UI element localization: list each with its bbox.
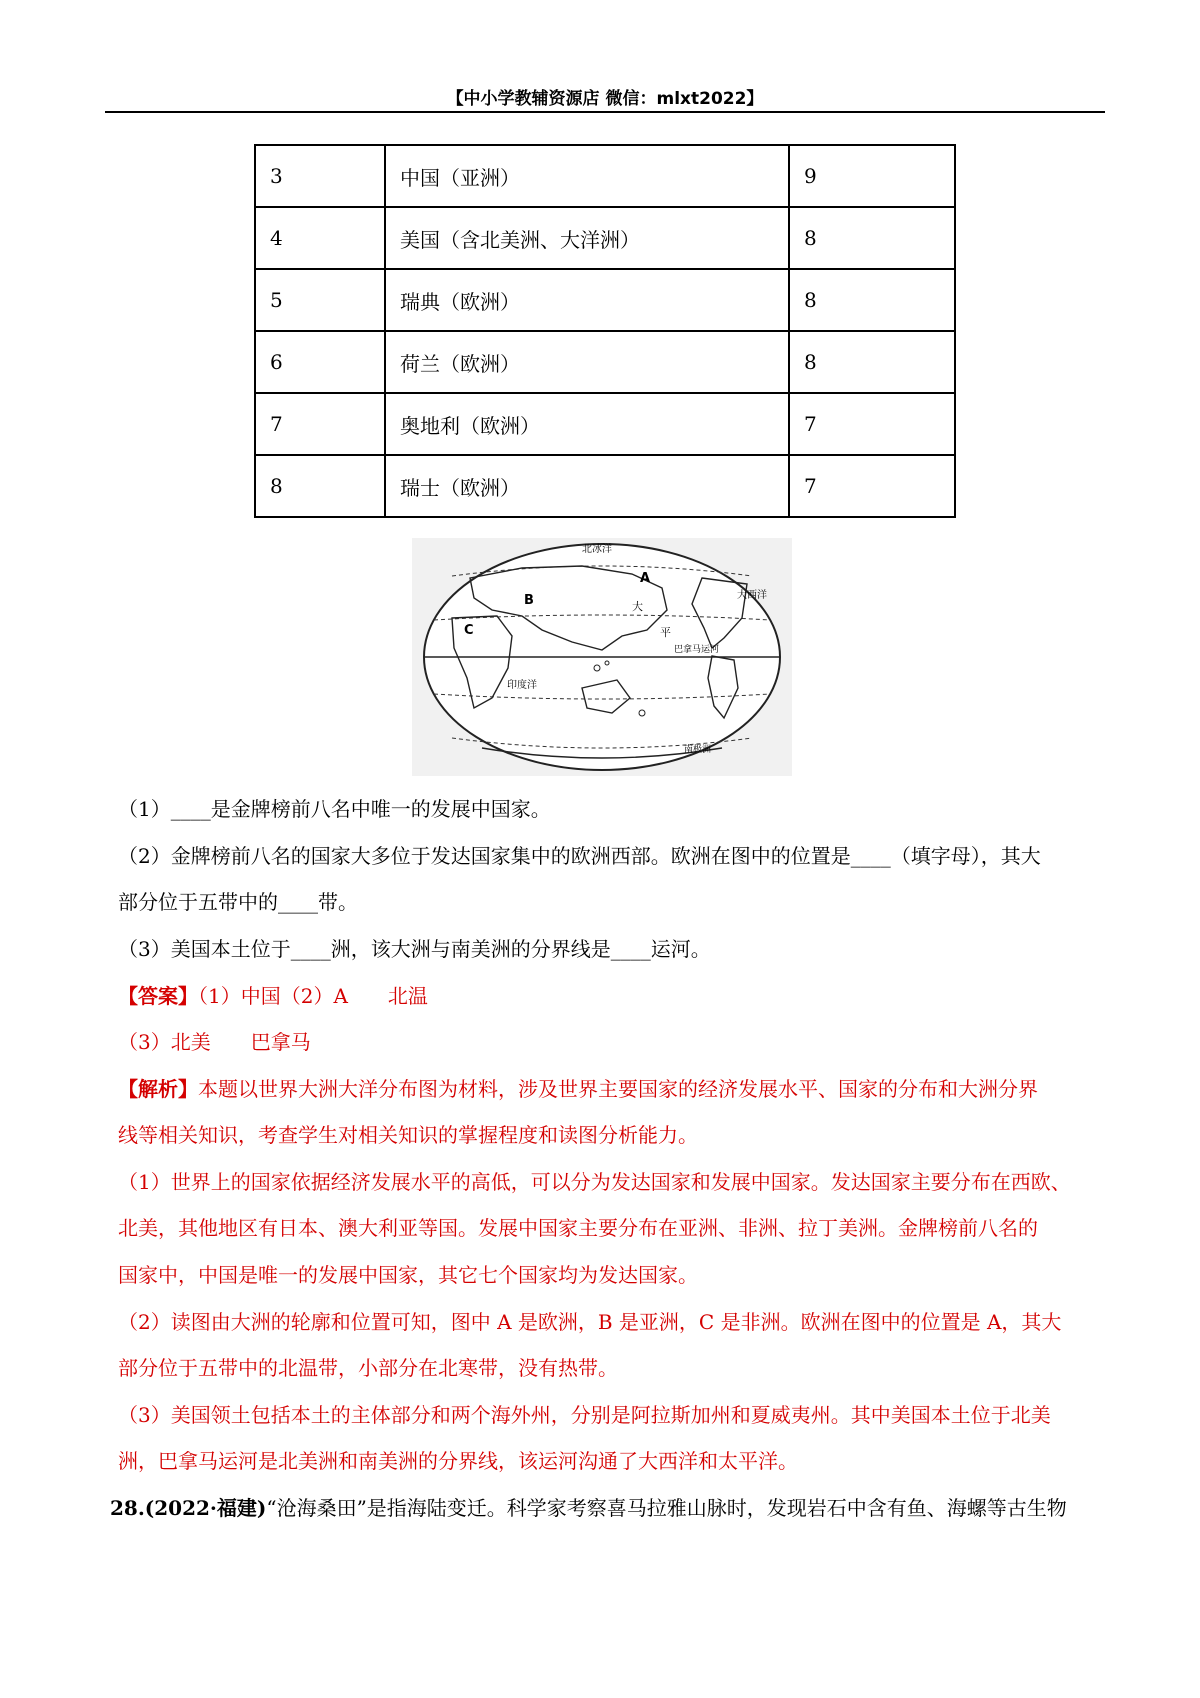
analysis-line <box>118 1074 1098 1104</box>
map-label-panama: 巴拿马运河 <box>674 645 720 655</box>
analysis-line: 国家中，中国是唯一的发展中国家，其它七个国家均为发达国家。 <box>118 1263 698 1287</box>
country-cell: 美国（含北美洲、大洋洲） <box>385 207 789 269</box>
answer-tag: 【答案】 <box>118 984 198 1008</box>
table-row <box>255 331 955 393</box>
rank-cell: 4 <box>255 207 385 269</box>
answer-line-1 <box>118 981 1098 1011</box>
map-label-pacific-2: 平 <box>660 626 671 639</box>
analysis-tag: 【解析】 <box>118 1077 198 1101</box>
page-header: 【中小学教辅资源店 微信：mlxt2022】 <box>446 89 764 109</box>
question-text: “沧海桑田”是指海陆变迁。科学家考察喜马拉雅山脉时，发现岩石中含有鱼、海螺等古生物 <box>266 1496 1067 1520</box>
count-cell: 8 <box>789 207 955 269</box>
question-3: （3）美国本土位于____洲，该大洲与南美洲的分界线是____运河。 <box>118 937 711 961</box>
analysis-line: （1）世界上的国家依据经济发展水平的高低，可以分为发达国家和发展中国家。发达国家主要分布在西欧、 <box>118 1170 1071 1194</box>
country-cell: 中国（亚洲） <box>385 145 789 207</box>
count-cell: 8 <box>789 269 955 331</box>
country-cell: 瑞士（欧洲） <box>385 455 789 517</box>
table-row <box>255 269 955 331</box>
map-label-bottom: 南极洲 <box>684 745 712 755</box>
analysis-line: 线等相关知识，考查学生对相关知识的掌握程度和读图分析能力。 <box>118 1123 698 1147</box>
question-1: （1）____是金牌榜前八名中唯一的发展中国家。 <box>118 797 551 821</box>
map-label-b: B <box>524 593 534 608</box>
analysis-text: 本题以世界大洲大洋分布图为材料，涉及世界主要国家的经济发展水平、国家的分布和大洲分界 <box>198 1077 1038 1101</box>
table-row <box>255 145 955 207</box>
table-row <box>255 393 955 455</box>
map-label-pacific-1: 大 <box>632 600 643 613</box>
answer-line-2: （3）北美 巴拿马 <box>118 1030 311 1054</box>
map-label-c: C <box>464 623 474 638</box>
country-cell: 瑞典（欧洲） <box>385 269 789 331</box>
question-2-line-2: 部分位于五带中的____带。 <box>118 890 358 914</box>
rank-cell: 8 <box>255 455 385 517</box>
rank-cell: 6 <box>255 331 385 393</box>
question-number: 28.(2022·福建) <box>110 1496 267 1520</box>
world-map-figure <box>412 538 792 776</box>
map-label-a: A <box>640 571 651 586</box>
count-cell: 8 <box>789 331 955 393</box>
rank-cell: 3 <box>255 145 385 207</box>
count-cell: 9 <box>789 145 955 207</box>
table-row <box>255 207 955 269</box>
next-question <box>110 1493 1090 1523</box>
analysis-line: 北美，其他地区有日本、澳大利亚等国。发展中国家主要分布在亚洲、非洲、拉丁美洲。金牌榜前八名的 <box>118 1216 1038 1240</box>
rank-cell: 7 <box>255 393 385 455</box>
map-label-atlantic: 大西洋 <box>737 590 767 601</box>
rank-cell: 5 <box>255 269 385 331</box>
analysis-line: 洲，巴拿马运河是北美洲和南美洲的分界线，该运河沟通了大西洋和太平洋。 <box>118 1449 798 1473</box>
header-rule <box>105 111 1105 113</box>
question-2-line-1: （2）金牌榜前八名的国家大多位于发达国家集中的欧洲西部。欧洲在图中的位置是____（填字母），其大 <box>118 844 1041 868</box>
analysis-line: 部分位于五带中的北温带，小部分在北寒带，没有热带。 <box>118 1356 618 1380</box>
map-label-indian: 印度洋 <box>507 680 537 691</box>
map-label-north-ocean: 北冰洋 <box>582 544 612 555</box>
analysis-line: （3）美国领土包括本土的主体部分和两个海外州，分别是阿拉斯加州和夏威夷州。其中美国本土位于北美 <box>118 1403 1051 1427</box>
count-cell: 7 <box>789 393 955 455</box>
analysis-line: （2）读图由大洲的轮廓和位置可知，图中 A 是欧洲，B 是亚洲，C 是非洲。欧洲在图中的位置是 A，其大 <box>118 1310 1062 1334</box>
table-row <box>255 455 955 517</box>
count-cell: 7 <box>789 455 955 517</box>
country-cell: 荷兰（欧洲） <box>385 331 789 393</box>
country-cell: 奥地利（欧洲） <box>385 393 789 455</box>
answer-text-1: （1）中国（2）A 北温 <box>198 984 428 1008</box>
medal-table <box>254 144 956 518</box>
